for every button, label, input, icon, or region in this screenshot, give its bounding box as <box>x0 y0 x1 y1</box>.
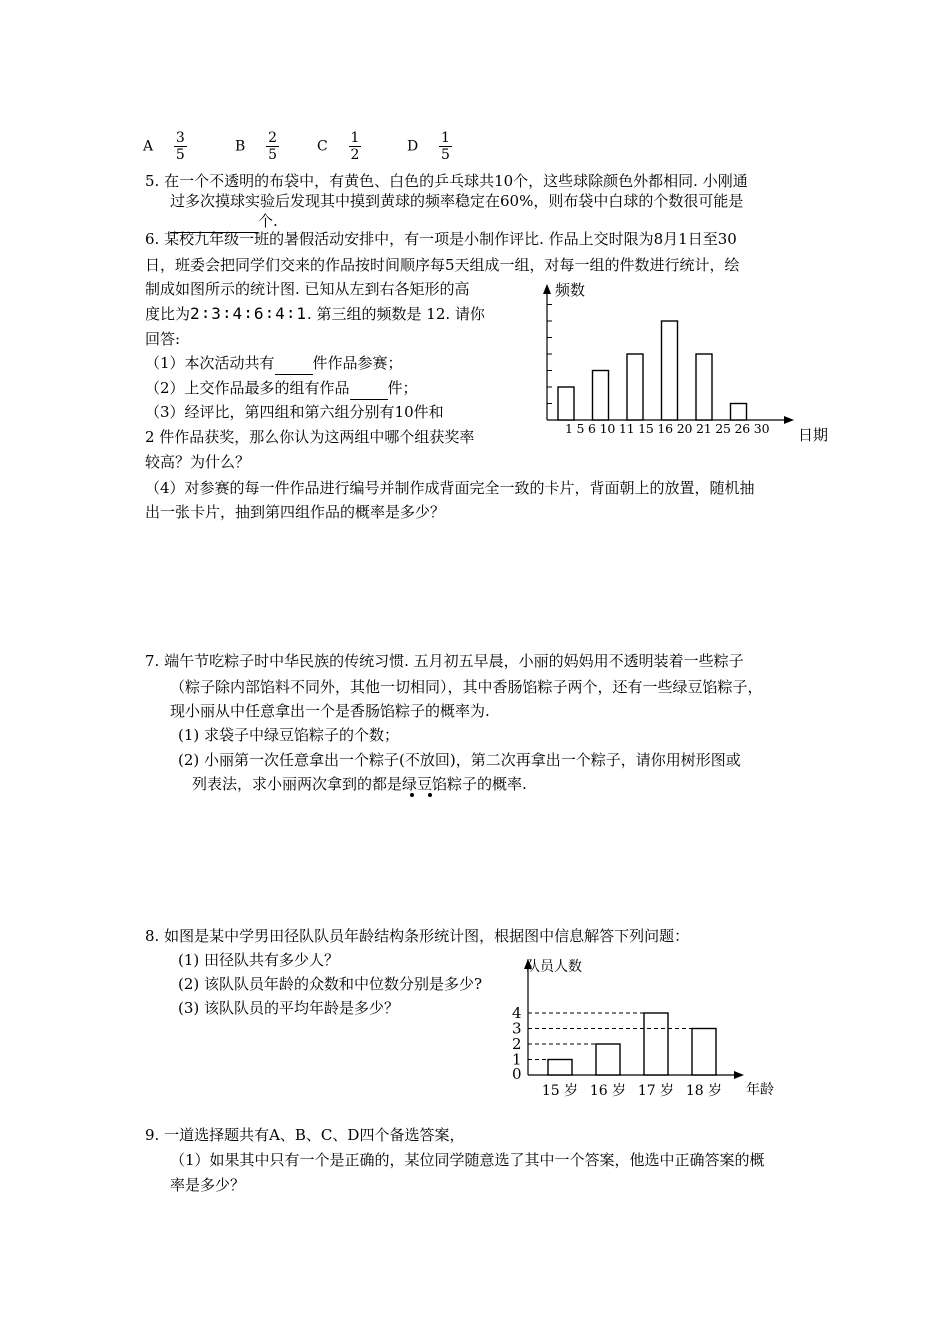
q4-option-a-fraction: $\frac{3}{5}$ <box>175 130 185 163</box>
emphasis-dot <box>410 793 414 797</box>
bar <box>662 321 678 420</box>
q6-sub1-blank[interactable] <box>275 352 313 375</box>
x-tick-label: 18 岁 <box>685 1083 723 1099</box>
q6-sub2: （2）上交作品最多的组有作品 件； <box>145 377 418 400</box>
q9-sub1b: 率是多少？ <box>170 1176 246 1194</box>
q4-option-d-fraction: $\frac{1}{5}$ <box>441 130 450 163</box>
y-axis-label: 频数 <box>555 281 586 299</box>
y-tick-label: 4 <box>512 1004 522 1022</box>
bar <box>627 354 643 420</box>
q7-sub1: (1) 求袋子中绿豆馅粽子的个数； <box>178 726 400 744</box>
q7-sub2a: (2) 小丽第一次任意拿出一个粽子(不放回)，第二次再拿出一个粽子，请你用树形图或 <box>178 751 741 769</box>
q5-line1: 5. 在一个不透明的布袋中，有黄色、白色的乒乓球共10个，这些球除颜色外都相同. 小刚通 <box>145 172 748 190</box>
q5-line2: 过多次摸球实验后发现其中摸到黄球的频率稳定在60%，则布袋中白球的个数很可能是 <box>170 192 744 210</box>
x-axis-arrow <box>734 1071 744 1079</box>
q6-sub3b: 2 件作品获奖，那么你认为这两组中哪个组获奖率 <box>145 428 475 446</box>
q8-line1: 8. 如图是某中学男田径队队员年龄结构条形统计图，根据图中信息解答下列问题： <box>145 927 690 945</box>
q6-line5: 回答: <box>145 330 181 348</box>
q8-sub3: (3) 该队队员的平均年龄是多少？ <box>178 999 400 1017</box>
x-axis-label: 日期 <box>798 426 829 444</box>
bar <box>696 354 712 420</box>
q4-option-a: A $\frac{3}{5}$ <box>143 130 185 163</box>
q4-option-c: C $\frac{1}{2}$ <box>317 130 360 163</box>
q4-option-b: B $\frac{2}{5}$ <box>235 130 277 163</box>
bar <box>731 404 747 421</box>
chart-frequency-group <box>543 281 828 444</box>
bar <box>692 1029 716 1076</box>
q7-line3: 现小丽从中任意拿出一个是香肠馅粽子的概率为. <box>170 702 490 720</box>
q6-sub1: （1）本次活动共有 件作品参赛； <box>145 352 403 375</box>
q6-sub2-blank[interactable] <box>350 377 388 400</box>
q6-line3: 制成如图所示的统计图. 已知从左到右各矩形的高 <box>145 280 470 298</box>
bar <box>644 1013 668 1075</box>
x-tick-label: 17 岁 <box>637 1083 675 1099</box>
q5-line3: 个. <box>170 210 278 233</box>
chart-age <box>500 955 774 1105</box>
chart-age-group <box>512 958 774 1099</box>
q8-sub1: (1) 田径队共有多少人？ <box>178 951 340 969</box>
y-tick-label: 2 <box>512 1035 522 1053</box>
q7-line1: 7. 端午节吃粽子时中华民族的传统习惯. 五月初五早晨，小丽的妈妈用不透明装着一些粽子 <box>145 652 744 670</box>
y-tick-label: 3 <box>512 1019 522 1038</box>
q7-sub2b: 列表法，求小丽两次拿到的都是绿豆馅粽子的概率. <box>192 775 527 793</box>
x-axis-label: 年龄 <box>746 1082 774 1098</box>
q4-option-d: D $\frac{1}{5}$ <box>407 130 450 163</box>
x-tick-label: 16 岁 <box>589 1083 627 1099</box>
q6-sub4b: 出一张卡片，抽到第四组作品的概率是多少？ <box>145 503 446 521</box>
y-axis-label: 队员人数 <box>526 959 582 975</box>
y-tick-label: 1 <box>512 1050 522 1069</box>
q6-sub3a: （3）经评比，第四组和第六组分别有10件和 <box>145 403 444 421</box>
bar <box>558 387 574 420</box>
q8-sub2: (2) 该队队员年龄的众数和中位数分别是多少? <box>178 975 483 993</box>
x-tick-label: 15 岁 <box>541 1083 579 1099</box>
q6-sub4a: （4）对参赛的每一件作品进行编号并制作成背面完全一致的卡片，背面朝上的放置，随机抽 <box>145 479 755 497</box>
q6-ratio: 2∶3∶4∶6∶4∶1 <box>190 304 307 323</box>
bar <box>548 1060 572 1076</box>
q6-line2: 日，班委会把同学们交来的作品按时间顺序每5天组成一组，对每一组的件数进行统计，绘 <box>145 256 740 274</box>
chart-frequency <box>525 278 829 448</box>
q4-option-c-fraction: $\frac{1}{2}$ <box>350 130 360 163</box>
bar <box>593 371 609 421</box>
q4-option-b-fraction: $\frac{2}{5}$ <box>268 130 277 163</box>
bar <box>596 1044 620 1075</box>
q9-line1: 9. 一道选择题共有A、B、C、D四个备选答案， <box>145 1126 465 1144</box>
q9-sub1a: （1）如果其中只有一个是正确的，某位同学随意选了其中一个答案，他选中正确答案的概 <box>170 1151 765 1169</box>
y-axis-arrow <box>543 284 551 294</box>
x-tick-labels: 1 5 6 10 11 15 16 20 21 25 26 30 <box>565 421 770 436</box>
q6-line4: 度比为2∶3∶4∶6∶4∶1. 第三组的频数是 12. 请你 <box>145 304 485 323</box>
q6-sub3c: 较高？为什么？ <box>145 453 251 471</box>
q7-line2: （粽子除内部馅料不同外，其他一切相同），其中香肠馅粽子两个，还有一些绿豆馅粽子， <box>170 678 763 696</box>
q6-line1: 6. 某校九年级一班的暑假活动安排中，有一项是小制作评比. 作品上交时限为8月1日至30 <box>145 230 737 248</box>
x-axis-arrow <box>784 416 794 424</box>
emphasis-dot <box>428 793 432 797</box>
y-tick-label: 0 <box>512 1065 522 1083</box>
